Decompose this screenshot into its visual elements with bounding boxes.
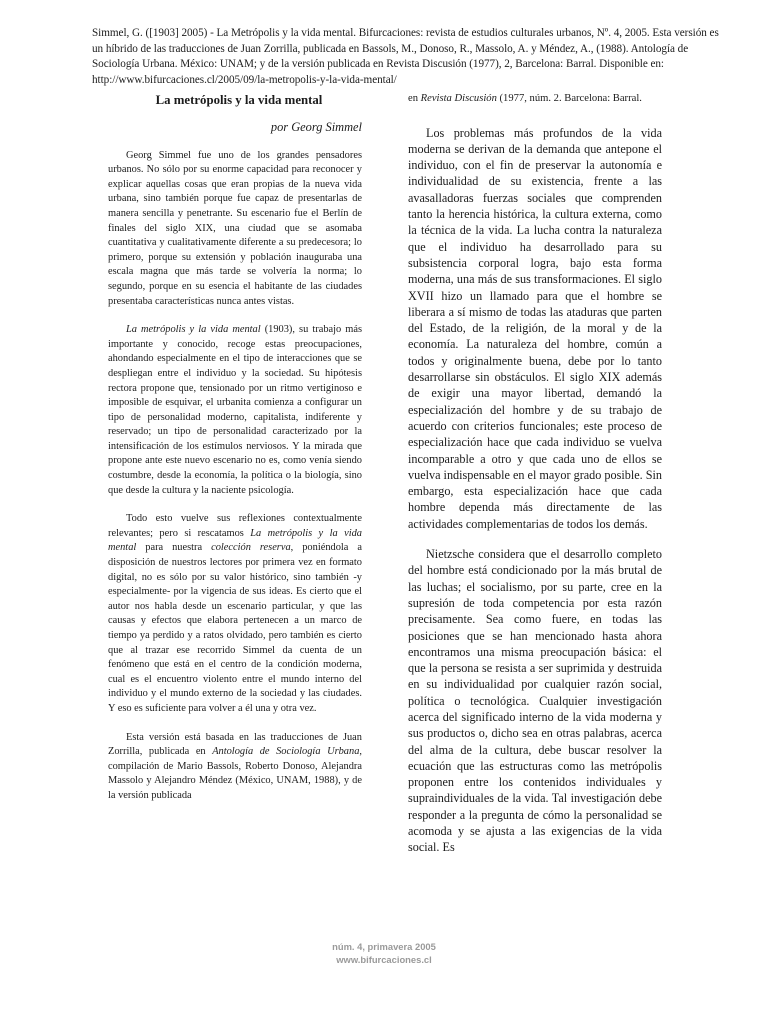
intro-paragraph-3-text-b: para nuestra: [136, 542, 212, 554]
body-paragraph-1: Los problemas más profundos de la vida moderna se derivan de la demanda que antepone el individuo, con el fin de preservar la autonomía e individualidad de su existencia, frente a las avasalladoras fuerzas sociales que comprenden tanto la herencia histórica, la cultura externa, como la técnica de la vida. La lucha contra la naturaleza que el individuo ha desarrollado para su subsistencia corporal logra, bajo esta forma moderna, una más de sus transformaciones. El siglo XVII hizo un llamado para que el hombre se liberara a sí mismo de todas las ataduras que parten del Estado, de la religión, de la moral y de la economía. La naturaleza del hombre, común a todos y originalmente buena, debe por lo tanto desarrollarse sin obstáculos. El siglo XIX además de exigir una mayor libertad, demandó la especialización del hombre y de su trabajo de acuerdo con criterios funcionales; este proceso de especialización hace que cada individuo se vuelva incomparable a otro y que cada uno de ellos se vuelva indispensable en el mayor grado posible. Sin embargo, esta especialización hace que cada hombre dependa más directamente de las actividades complementarias de todos los demás.: [408, 125, 662, 531]
article-author: por Georg Simmel: [270, 120, 362, 134]
intro-paragraph-2-text: (1903), su trabajo más importante y conocido, recoge estas preocupaciones, ahondando especialmente en el tipo de interacciones que se despliegan entre el individuo y la sociedad. Su hipótesis rectora propone que, tensionado por un ritmo vertiginoso e imposible de esquivar, el urbanita comienza a configurar un tipo de personalidad moderno, capitalista, indiferente y reservado; un tipo de personalidad caracterizado por la intensificación de los estímulos nerviosos. Y la mirada que propone ante este nuevo escenario no es, como venía siendo costumbre, desde la economía, la política o la biología, sino que desde la cultura y la naciente psicología.: [108, 324, 363, 496]
continuation-text-a: en: [408, 93, 421, 104]
article-title: La metrópolis y la vida mental: [155, 93, 323, 107]
intro-paragraph-4-text-b: , compilación de Mario Bassols, Roberto Donoso, Alejandra Massolo y Alejandro Méndez (México, UNAM, 1988), y de la versión publicada: [108, 746, 363, 801]
work-title-italic: La metrópolis y la vida mental: [126, 324, 261, 336]
footer-issue: núm. 4, primavera 2005: [332, 941, 436, 952]
work-title-italic: La metrópolis y la vida mental: [108, 527, 362, 554]
body-paragraph-2: Nietzsche considera que el desarrollo completo del hombre está condicionado por la más brutal de las luchas; el socialismo, por su parte, cree en la supresión de toda competencia por esta razón precisamente. Sea como fuere, en todas las posiciones que se han mencionado hasta ahora encontramos una misma preocupación básica: el que la persona se resista a ser suprimida y destruida en su individualidad por cualquier razón social, política o tecnológica. Cualquier investigación acerca del significado interno de la vida moderna y sus productos o, dicho sea en otras palabras, acerca del alma de la cultura, debe buscar resolver la ecuación que las estructuras como las metrópolis proponen entre los contenidos individuales y supraindividuales de la vida. Tal investigación debe responder a la pregunta de cómo la personalidad se acomoda y se ajusta a las exigencias de la vida social. Es: [408, 547, 662, 855]
journal-name-italic: Revista Discusión: [420, 93, 497, 104]
page-footer: [0, 940, 768, 966]
anthology-title-italic: Antología de Sociología Urbana: [212, 746, 360, 758]
intro-paragraph-4: [108, 731, 362, 804]
intro-paragraph-4-text-a: Esta versión está basada en las traducciones de Juan Zorrilla, publicada en: [108, 731, 362, 758]
intro-paragraph-1: Georg Simmel fue uno de los grandes pensadores urbanos. No sólo por su enorme capacidad para reconocer y explicar aquellas cosas que eran propias de la nueva vida urbana, sino también porque fue capaz de presentarlas de manera sencilla y penetrante. Su escenario fue el Berlín de finales del siglo XIX, una ciudad que se asomaba cuantitativa y cualitativamente diferente a su predecesora; lo primero, porque su extensión y población inauguraba una escala magna que más tarde se volvería la norma; lo segundo, porque en su esencia el habitante de las ciudades presentaba características nunca antes vistas.: [108, 149, 362, 307]
intro-continuation: [408, 92, 662, 107]
intro-paragraph-3: [108, 512, 362, 716]
intro-paragraph-3-text-a: Todo esto vuelve sus reflexiones contextualmente relevantes; pero si rescatamos: [108, 513, 362, 539]
continuation-text-b: (1977, núm. 2. Barcelona: Barral.: [496, 93, 642, 104]
citation-header: Simmel, G. ([1903] 2005) - La Metrópolis y la vida mental. Bifurcaciones: revista de estudios culturales urbanos, Nº. 4, 2005. Esta versión es un híbrido de las traducciones de Juan Zorrilla, publicada en Bassols, M., Donoso, R., Massolo, A. y Méndez, A., (1988). Antología de Sociología Urbana. México: UNAM; y de la versión publicada en Revista Discusión (1977), 2, Barcelona: Barral. Disponible en: http://www.bifurcaciones.cl/2005/09/la-metropolis-y-la-vida-mental/: [92, 27, 719, 86]
collection-name-italic: colección reserva: [211, 542, 291, 554]
intro-paragraph-3-text-c: , poniéndola a disposición de nuestros lectores por primera vez en formato digital, no es sólo por su valor histórico, sino también -y especialmente- por la vigencia de sus ideas. Es cierto que el autor nos habla desde un escenario particular, y que las causas y efectos que elabora pertenecen a un marco de tiempo ya perdido y a ratos olvidado, pero también es cierto que al trazar ese recorrido Simmel da cuenta de un fenómeno que está en el centro de la condición moderna, cual es el encuentro violento entre el mundo interno del individuo y el mundo externo de la sociedad y las ciudades. Y eso es suficiente para volver a él una y otra vez.: [108, 542, 362, 714]
intro-paragraph-2: [108, 323, 362, 498]
footer-url[interactable]: www.bifurcaciones.cl: [336, 954, 432, 965]
left-column: [108, 92, 362, 818]
right-column: [408, 92, 662, 870]
